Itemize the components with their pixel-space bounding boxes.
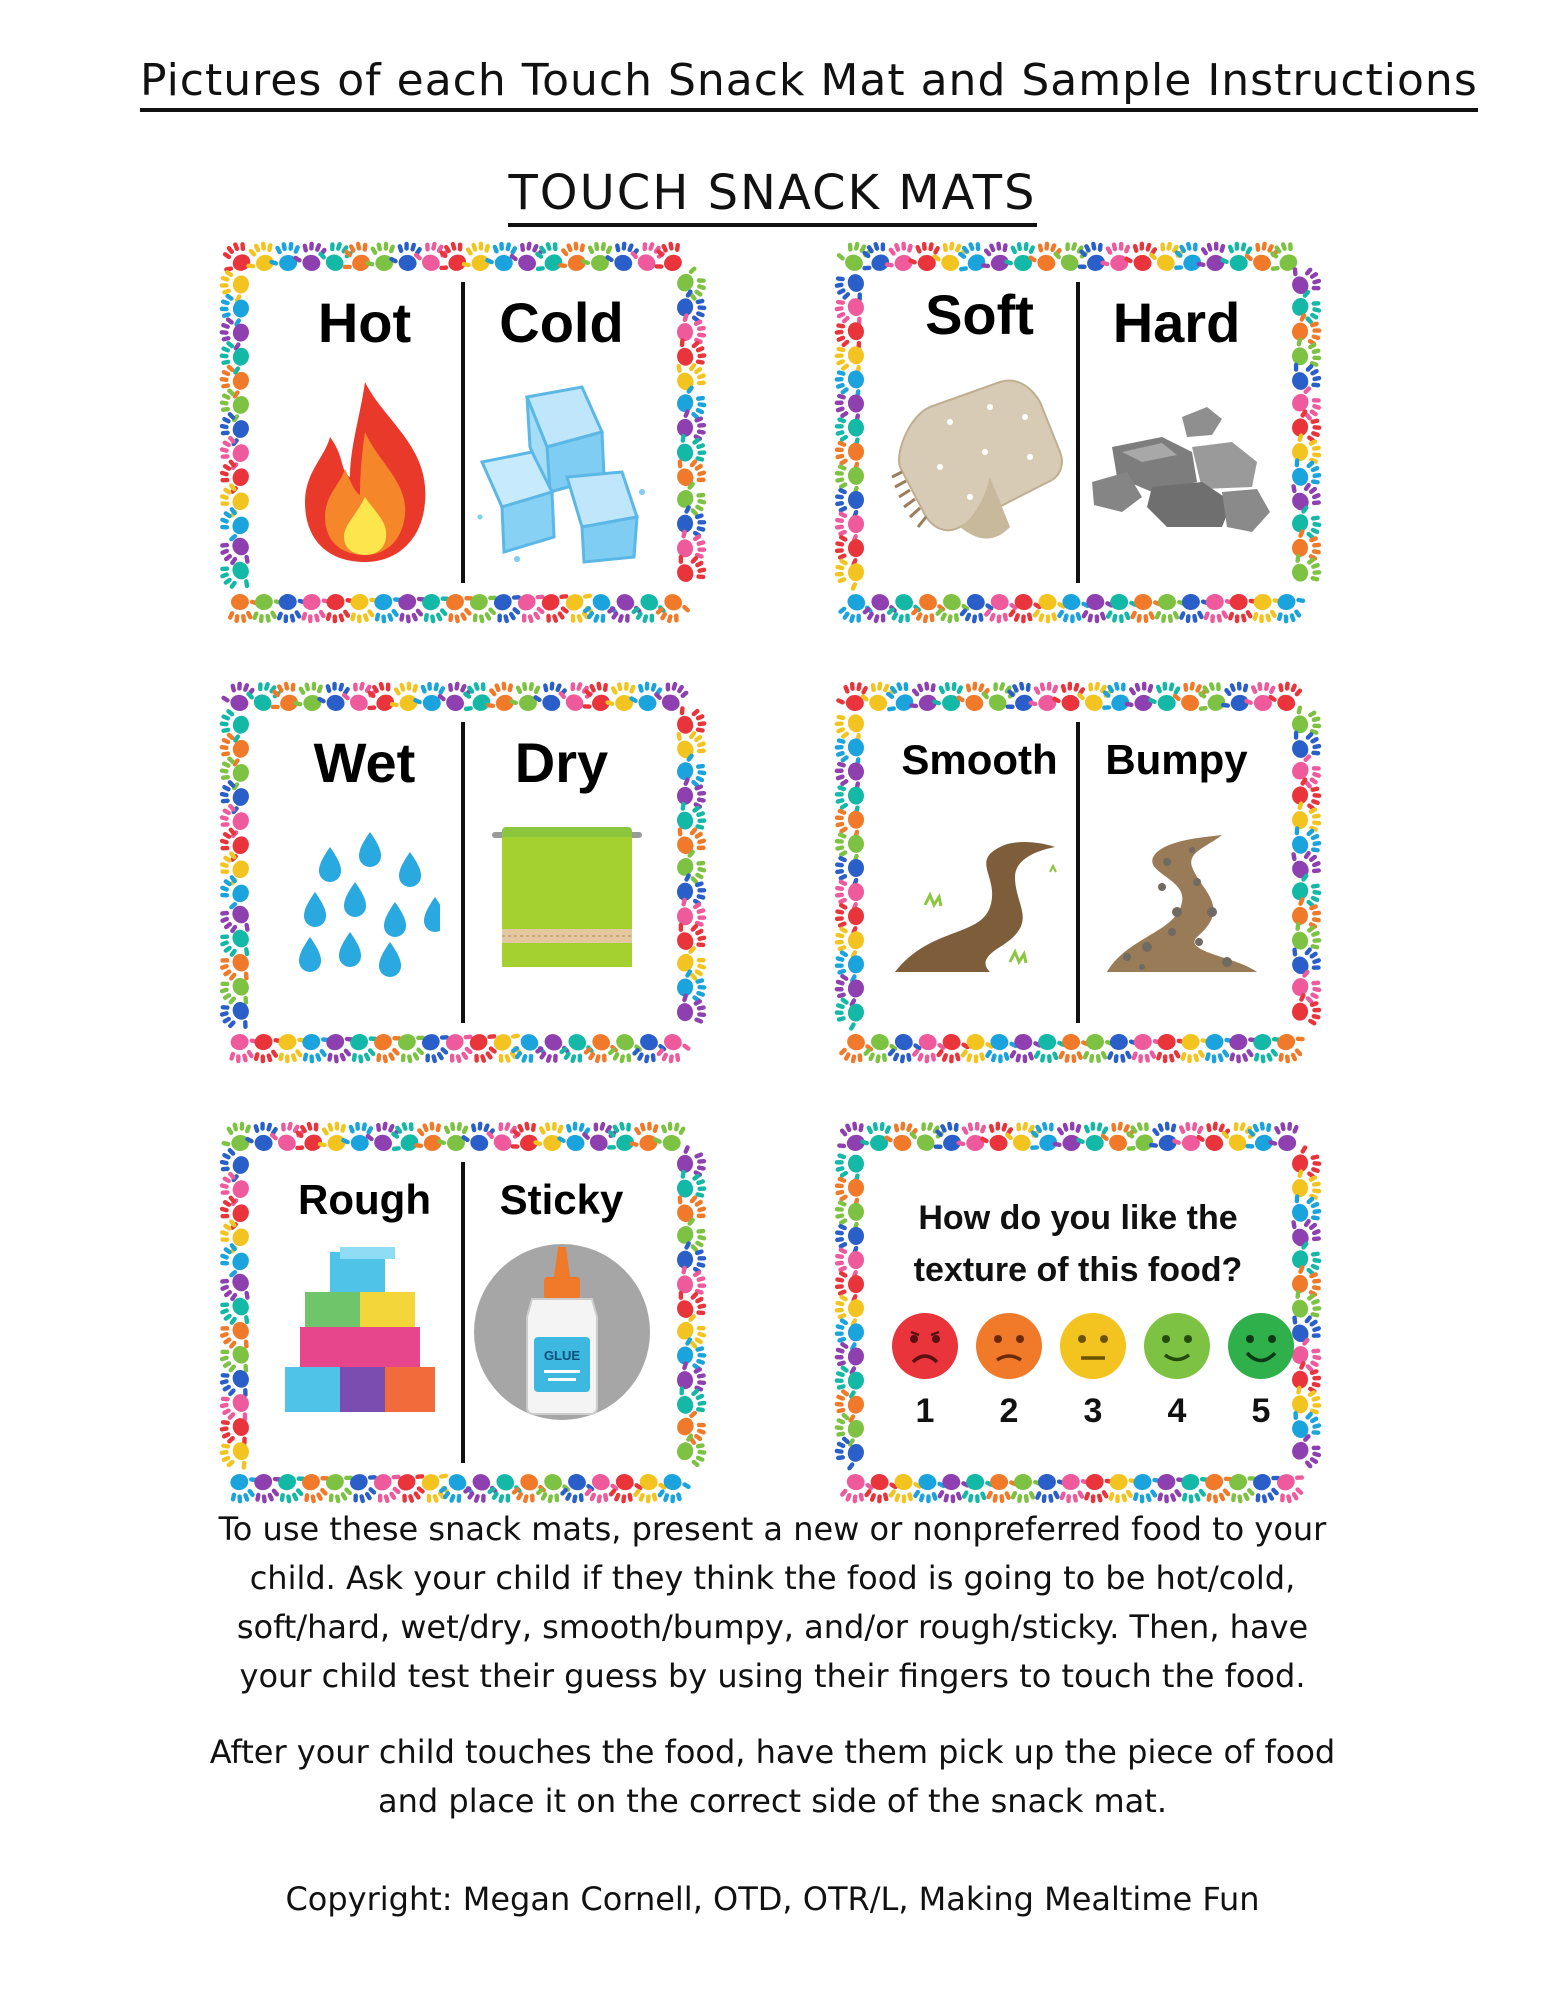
- mat-side-hot: [266, 282, 463, 583]
- mat-label-hot: Hot: [317, 291, 412, 354]
- handprint-icon: [673, 478, 708, 519]
- handprint-icon: [834, 1247, 864, 1280]
- handprint-icon: [1289, 1238, 1323, 1277]
- handprint-icon: [1290, 775, 1323, 813]
- rating-number-3: 3: [1083, 1392, 1103, 1430]
- snack-mat-soft-hard: [833, 240, 1323, 625]
- snack-mat-smooth-bumpy: [833, 680, 1323, 1065]
- handprint-icon: [1290, 407, 1323, 445]
- handprint-icon: [218, 555, 257, 597]
- handprint-icon: [674, 750, 708, 789]
- raindrop-icon: [379, 942, 401, 977]
- handprint-icon: [219, 1121, 254, 1153]
- mat-label-rough: Rough: [298, 1176, 431, 1223]
- glue-bottle-icon: [472, 1242, 652, 1422]
- snack-mat-rating: [833, 1120, 1323, 1505]
- mat-side-hard: [1078, 282, 1275, 583]
- raindrop-icon: [399, 852, 421, 887]
- handprint-icon: [673, 846, 708, 887]
- happy-face-icon: [1227, 1312, 1295, 1380]
- mat-label-dry: Dry: [514, 731, 609, 794]
- raindrop-icon: [319, 847, 341, 882]
- handprint-icon: [833, 558, 865, 593]
- handprint-icon: [1080, 593, 1115, 625]
- neutral-face-icon: [1059, 1312, 1127, 1380]
- mat-label-bumpy: Bumpy: [1105, 736, 1248, 783]
- rating-number-2: 2: [999, 1392, 1019, 1430]
- rating-option-4: [1143, 1312, 1211, 1431]
- handprint-icon: [887, 1472, 924, 1505]
- raindrop-icon: [304, 892, 326, 927]
- sad-face-icon: [975, 1312, 1043, 1380]
- mat-label-sticky: Sticky: [499, 1176, 624, 1223]
- mat-side-wet: [266, 722, 463, 1023]
- handprint-icon: [1008, 1033, 1043, 1065]
- handprint-icon: [833, 1294, 865, 1329]
- handprint-icon: [833, 949, 865, 985]
- instructions-paragraph-2: After your child touches the food, have them pick up the piece of food and place it on the correct side of the snack mat.: [209, 1733, 1336, 1820]
- handprint-icon: [1288, 549, 1323, 587]
- blanket-icon: [890, 377, 1070, 567]
- handprint-icon: [674, 1430, 708, 1469]
- handprint-icon: [954, 1121, 989, 1153]
- handprint-icon: [961, 1473, 995, 1504]
- fire-icon: [290, 377, 440, 567]
- handprint-icon: [1289, 502, 1323, 541]
- raindrop-icon: [384, 902, 406, 937]
- rating-option-5: [1227, 1312, 1295, 1431]
- handprint-icon: [674, 287, 708, 325]
- rating-number-4: 4: [1167, 1392, 1187, 1430]
- handprint-icon: [218, 269, 251, 305]
- copyright-notice: Copyright: Megan Cornell, OTD, OTR/L, Making Mealtime Fun: [285, 1880, 1260, 1918]
- ice-cubes-icon: [472, 377, 652, 567]
- handprint-icon: [1267, 1121, 1301, 1152]
- mat-divider: [461, 1162, 465, 1463]
- handprint-icon: [834, 879, 864, 912]
- handprint-icon: [833, 1317, 865, 1353]
- handprint-icon: [833, 926, 865, 961]
- handprint-icon: [656, 1472, 693, 1505]
- snack-mat-rough-sticky: [218, 1120, 708, 1505]
- handprint-icon: [959, 1032, 996, 1065]
- mat-label-wet: Wet: [313, 731, 416, 794]
- mat-side-rough: [266, 1162, 463, 1463]
- mat-label-cold: Cold: [499, 291, 624, 354]
- handprint-icon: [1271, 1468, 1312, 1505]
- rating-number-5: 5: [1251, 1392, 1271, 1430]
- handprint-icon: [1272, 591, 1309, 625]
- handprint-icon: [834, 534, 865, 568]
- raindrop-icon: [359, 832, 381, 867]
- handprint-icon: [1105, 593, 1139, 624]
- handprint-icon: [291, 681, 326, 713]
- mat-label-smooth: Smooth: [901, 736, 1058, 783]
- raindrop-icon: [424, 897, 440, 932]
- mat-side-sticky: [463, 1162, 660, 1463]
- mat-label-hard: Hard: [1112, 291, 1241, 354]
- mat-divider: [461, 282, 465, 583]
- handprint-icon: [218, 240, 257, 279]
- rating-option-1: [891, 1312, 959, 1431]
- handprint-icon: [676, 1144, 707, 1178]
- handprint-icon: [1288, 286, 1323, 327]
- handprint-icon: [675, 967, 708, 1004]
- rating-option-2: [975, 1312, 1043, 1431]
- snack-mat-hot-cold: [218, 240, 708, 625]
- section-title: TOUCH SNACK MATS: [0, 165, 1545, 221]
- bumpy-path-icon: [1087, 817, 1267, 977]
- mat-divider: [1076, 282, 1080, 583]
- handprint-icon: [674, 382, 708, 421]
- handprint-icon: [1026, 681, 1061, 713]
- handprint-icon: [675, 1335, 708, 1372]
- handprint-icon: [834, 1270, 865, 1304]
- rating-option-3: [1059, 1312, 1127, 1431]
- handprint-icon: [1031, 592, 1068, 625]
- glue-label: GLUE: [543, 1348, 580, 1363]
- mat-side-smooth: [881, 722, 1078, 1023]
- handprint-icon: [834, 511, 864, 544]
- mat-divider: [461, 722, 465, 1023]
- handprint-icon: [912, 1472, 948, 1505]
- handprint-icon: [835, 589, 877, 625]
- handprint-icon: [833, 996, 866, 1033]
- mat-side-bumpy: [1078, 722, 1275, 1023]
- handprint-icon: [1098, 241, 1133, 273]
- handprint-icon: [363, 241, 398, 273]
- mat-side-soft: [881, 282, 1078, 583]
- handprint-icon: [1056, 592, 1092, 625]
- handprint-icon: [1288, 966, 1323, 1006]
- page-title: Pictures of each Touch Snack Mat and Sample Instructions: [140, 55, 1405, 106]
- handprint-icon: [1289, 870, 1323, 909]
- mat-label-soft: Soft: [925, 283, 1034, 346]
- raindrop-icon: [299, 937, 321, 972]
- raindrops-icon: [290, 817, 440, 977]
- rating-question: How do you like the texture of this food?: [913, 1199, 1243, 1289]
- rating-number-1: 1: [915, 1392, 935, 1430]
- snack-mat-wet-dry: [218, 680, 708, 1065]
- raindrop-icon: [344, 882, 366, 917]
- handprint-icon: [1033, 1033, 1067, 1064]
- rocks-icon: [1082, 377, 1272, 567]
- handprint-icon: [936, 1473, 971, 1505]
- handprint-icon: [1272, 1029, 1311, 1065]
- towel-icon: [472, 817, 652, 977]
- mat-divider: [1076, 722, 1080, 1023]
- handprint-icon: [984, 1032, 1020, 1065]
- handprint-icon: [833, 1120, 870, 1156]
- handprint-icon: [833, 1434, 867, 1473]
- raindrop-icon: [339, 932, 361, 967]
- handprint-icon: [673, 1214, 708, 1255]
- handprint-icon: [834, 902, 865, 936]
- blocks-icon: [280, 1247, 450, 1437]
- smile-face-icon: [1143, 1312, 1211, 1380]
- handprint-icon: [626, 1120, 662, 1153]
- mat-side-cold: [463, 282, 660, 583]
- rating-scale: [891, 1312, 1271, 1432]
- mat-side-dry: [463, 722, 660, 1023]
- handprint-icon: [218, 1437, 254, 1476]
- smooth-path-icon: [890, 817, 1070, 977]
- handprint-icon: [676, 992, 707, 1026]
- handprint-icon: [1290, 1143, 1323, 1181]
- instructions-paragraph-1: To use these snack mats, present a new or nonpreferred food to your child. Ask your child if they think the food is going to be hot/cold, soft/hard, wet/dry, smooth/bumpy, and/or rough/sticky. Then, have your child test their guess by using their fingers to touch the food.: [218, 1510, 1327, 1695]
- handprint-icon: [218, 996, 255, 1037]
- very-sad-face-icon: [891, 1312, 959, 1380]
